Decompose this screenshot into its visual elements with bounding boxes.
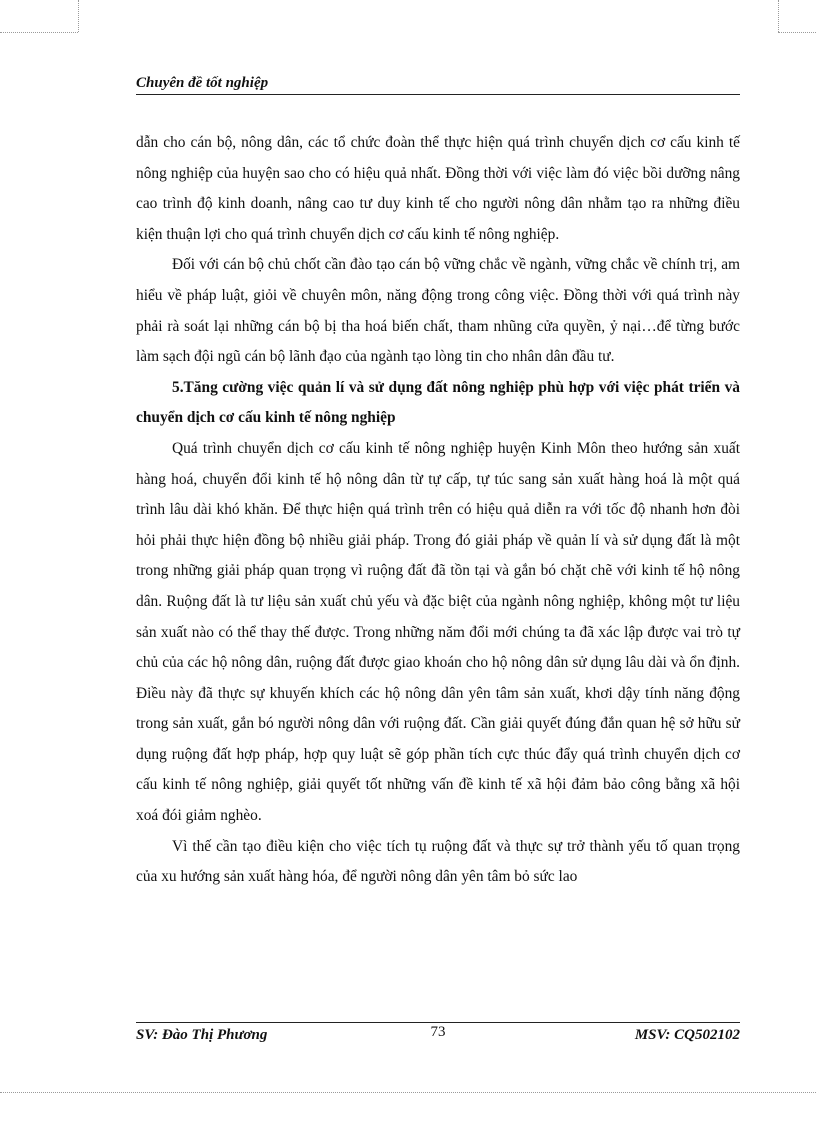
footer-student-name: SV: Đào Thị Phương (136, 1027, 268, 1043)
footer-student-id: MSV: CQ502102 (634, 1027, 740, 1043)
body-paragraph: dẫn cho cán bộ, nông dân, các tổ chức đoàn thể thực hiện quá trình chuyển dịch cơ cấu kinh tế nông nghiệp của huyện sao cho có hiệu quả nhất. Đồng thời với việc làm đó việc bồi dưỡng nâng cao trình độ kinh doanh, nâng cao tư duy kinh tế cho người nông dân nhằm tạo ra những điều kiện thuận lợi cho quá trình chuyển dịch cơ cấu kinh tế nông nghiệp. (136, 134, 740, 243)
footer-rule (136, 1022, 740, 1023)
page-corner-guide (0, 32, 78, 33)
page-corner-guide (78, 0, 79, 32)
document-body (136, 128, 740, 893)
page-header (136, 74, 740, 95)
page-corner-guide (778, 32, 816, 33)
body-paragraph: Đối với cán bộ chủ chốt cần đào tạo cán bộ vững chắc về ngành, vững chắc về chính trị, am hiểu về pháp luật, giỏi về chuyên môn, năng động trong công việc. Đồng thời với quá trình này phải rà soát lại những cán bộ bị tha hoá biến chất, tham nhũng cửa quyền, ỷ nại…để từng bước làm sạch đội ngũ cán bộ lãnh đạo của ngành tạo lòng tin cho nhân dân đầu tư. (136, 256, 740, 366)
section-heading: 5.Tăng cường việc quản lí và sử dụng đất nông nghiệp phù hợp với việc phát triển và chuyển dịch cơ cấu kinh tế nông nghiệp (136, 378, 740, 427)
page-number: 73 (430, 1024, 446, 1040)
body-paragraph: Quá trình chuyển dịch cơ cấu kinh tế nông nghiệp huyện Kinh Môn theo hướng sản xuất hàng hoá, chuyển đổi kinh tế hộ nông dân từ tự cấp, tự túc sang sản xuất hàng hoá là một quá trình lâu dài khó khăn. Để thực hiện quá trình trên có hiệu quả diễn ra với tốc độ nhanh hơn đòi hỏi phải thực hiện đồng bộ nhiều giải pháp. Trong đó giải pháp về quản lí và sử dụng đất là một trong những giải pháp quan trọng vì ruộng đất đã tồn tại và gắn bó chặt chẽ với kinh tế hộ nông dân. Ruộng đất là tư liệu sản xuất chủ yếu và đặc biệt của ngành nông nghiệp, không một tư liệu sản xuất nào có thể thay thế được. Trong những năm đổi mới chúng ta đã xác lập được vai trò tự chủ của các hộ nông dân, ruộng đất được giao khoán cho hộ nông dân sử dụng lâu dài và ổn định. Điều này đã thực sự khuyến khích các hộ nông dân yên tâm sản xuất, khơi dậy tính năng động trong sản xuất, gắn bó người nông dân với ruộng đất. Cần giải quyết đúng đắn quan hệ sở hữu sử dụng ruộng đất hợp pháp, hợp quy luật sẽ góp phần tích cực thúc đẩy quá trình chuyển dịch cơ cấu kinh tế nông nghiệp, giải quyết tốt những vấn đề kinh tế xã hội đảm bảo công bằng xã hội xoá đói giảm nghèo. (136, 439, 740, 825)
body-paragraph: Vì thế cần tạo điều kiện cho việc tích tụ ruộng đất và thực sự trở thành yếu tố quan trọng của xu hướng sản xuất hàng hóa, để người nông dân yên tâm bỏ sức lao (136, 837, 740, 886)
page-bottom-guide (0, 1092, 816, 1093)
header-title: Chuyên đề tốt nghiệp (136, 75, 269, 91)
page-corner-guide (778, 0, 779, 32)
